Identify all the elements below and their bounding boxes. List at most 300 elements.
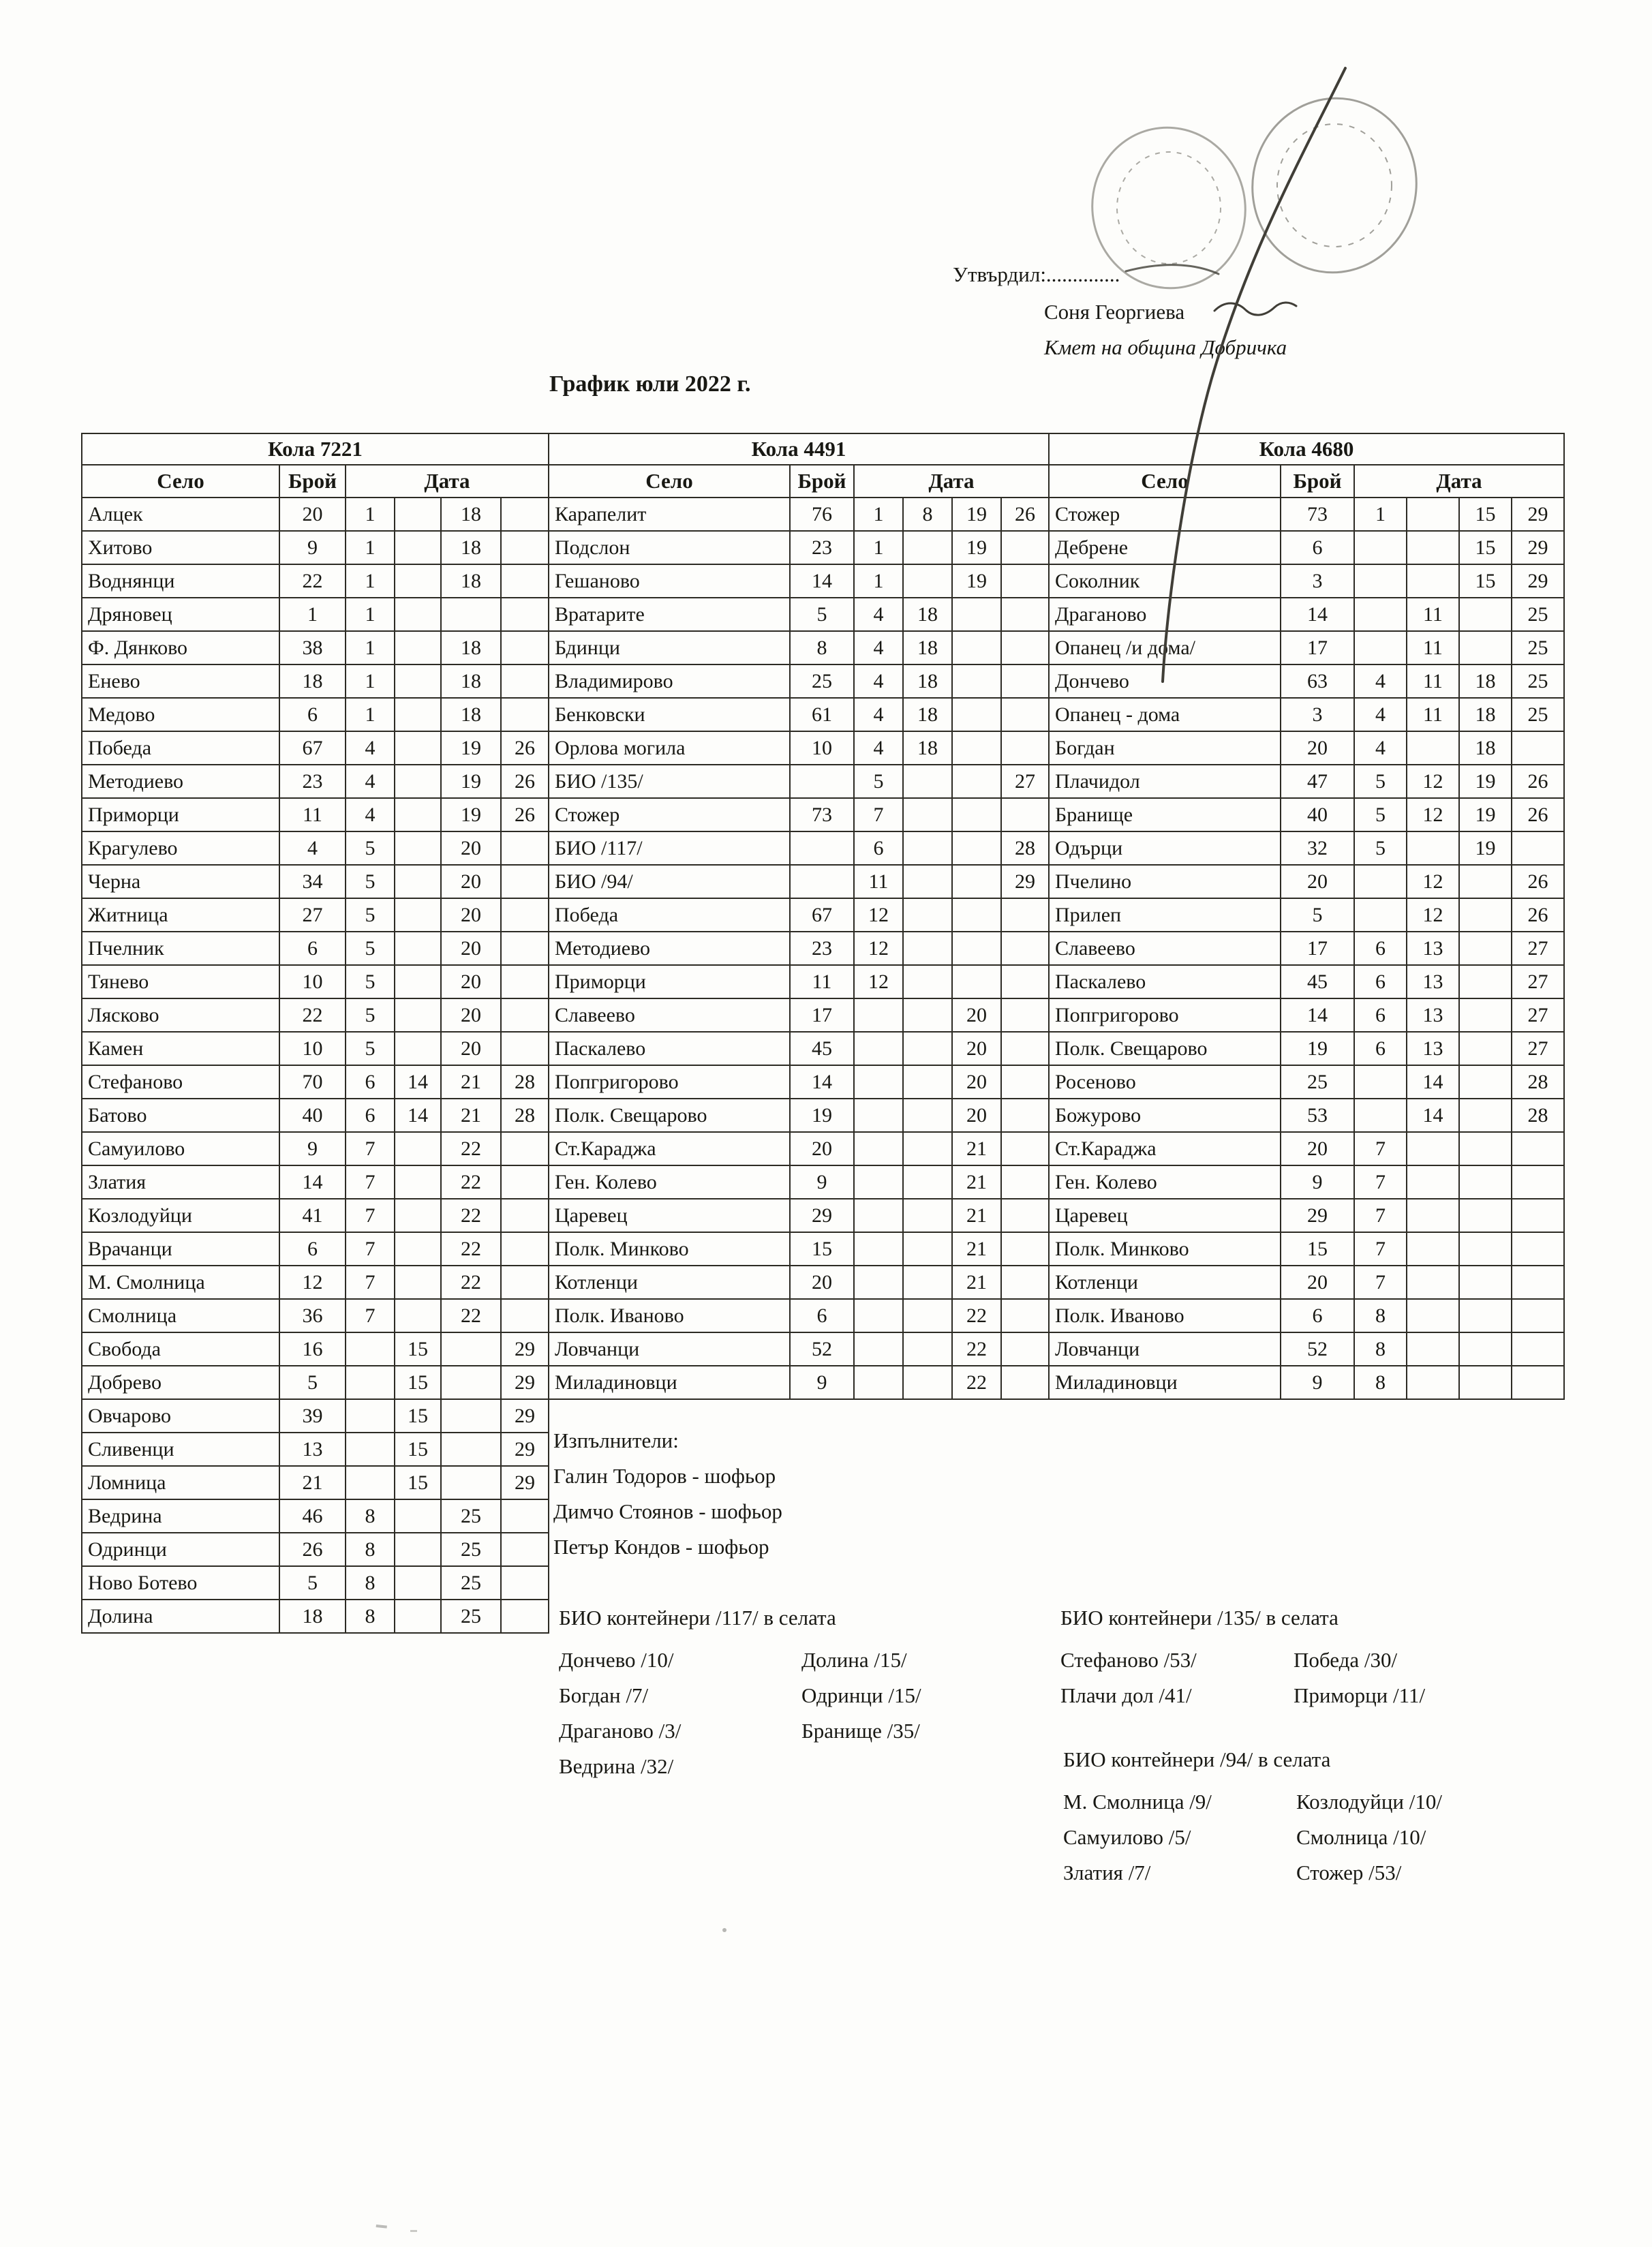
date-cell: 8 — [903, 498, 952, 531]
date-cell — [395, 1533, 441, 1566]
table-row — [549, 798, 1049, 831]
village-column-header: Село — [82, 465, 279, 498]
date-cell: 8 — [346, 1533, 395, 1566]
table-row — [549, 598, 1049, 631]
table-row — [1049, 1332, 1564, 1366]
date-cell: 26 — [501, 798, 549, 831]
date-cell — [1001, 1032, 1049, 1065]
table-row — [1049, 631, 1564, 664]
village-cell: Батово — [82, 1099, 279, 1132]
date-cell — [903, 1299, 952, 1332]
date-cell: 14 — [1407, 1099, 1459, 1132]
village-cell: Методиево — [549, 932, 790, 965]
village-cell: Одърци — [1049, 831, 1281, 865]
date-cell: 11 — [1407, 698, 1459, 731]
date-cell — [1001, 1199, 1049, 1232]
date-cell — [1512, 1266, 1564, 1299]
village-cell: Паскалево — [1049, 965, 1281, 998]
date-cell — [501, 998, 549, 1032]
table-row — [82, 1065, 549, 1099]
count-cell: 3 — [1281, 564, 1354, 598]
table-row — [1049, 1165, 1564, 1199]
bio-list-item: Плачи дол /41/ — [1060, 1683, 1192, 1707]
date-cell — [1001, 531, 1049, 564]
date-cell: 6 — [1354, 965, 1407, 998]
date-cell — [1459, 1299, 1512, 1332]
village-cell: Ведрина — [82, 1499, 279, 1533]
date-cell: 13 — [1407, 998, 1459, 1032]
table-row — [82, 1266, 549, 1299]
count-cell: 23 — [790, 932, 854, 965]
count-cell: 61 — [790, 698, 854, 731]
date-cell: 12 — [854, 932, 903, 965]
schedule-table-3 — [1048, 433, 1565, 1400]
date-cell: 13 — [1407, 932, 1459, 965]
date-cell — [903, 1266, 952, 1299]
table-row — [549, 765, 1049, 798]
date-cell: 22 — [441, 1165, 501, 1199]
bio-list-item — [801, 1749, 921, 1784]
village-cell: Стефаново — [82, 1065, 279, 1099]
date-cell — [903, 798, 952, 831]
village-cell: Ломница — [82, 1466, 279, 1499]
date-cell: 1 — [346, 598, 395, 631]
village-cell: Полк. Иваново — [1049, 1299, 1281, 1332]
count-cell: 6 — [279, 698, 346, 731]
date-cell: 15 — [1459, 498, 1512, 531]
count-cell: 19 — [1281, 1032, 1354, 1065]
date-cell: 27 — [1001, 765, 1049, 798]
table-row — [82, 1332, 549, 1366]
date-cell — [1001, 965, 1049, 998]
count-cell: 17 — [1281, 631, 1354, 664]
date-cell: 7 — [346, 1232, 395, 1266]
date-cell — [1001, 564, 1049, 598]
date-cell — [1512, 831, 1564, 865]
date-cell: 21 — [952, 1199, 1001, 1232]
date-cell — [903, 1199, 952, 1232]
village-cell: Котленци — [1049, 1266, 1281, 1299]
table-row — [1049, 831, 1564, 865]
table-row — [549, 1332, 1049, 1366]
count-cell: 5 — [279, 1366, 346, 1399]
date-cell: 15 — [395, 1332, 441, 1366]
date-cell — [1001, 1132, 1049, 1165]
count-cell — [790, 865, 854, 898]
bio-list — [559, 1603, 921, 1784]
count-cell: 21 — [279, 1466, 346, 1499]
date-cell: 20 — [952, 998, 1001, 1032]
date-cell: 15 — [395, 1466, 441, 1499]
bio-list — [1060, 1603, 1425, 1713]
bio-list-title: БИО контейнери /117/ в селата — [559, 1606, 836, 1630]
village-cell: Пчелник — [82, 932, 279, 965]
table-row — [1049, 1132, 1564, 1165]
date-cell: 1 — [346, 631, 395, 664]
stamp-icon — [1239, 85, 1431, 286]
date-cell: 25 — [1512, 598, 1564, 631]
date-cell — [1512, 1232, 1564, 1266]
date-cell: 1 — [346, 564, 395, 598]
count-cell: 9 — [279, 531, 346, 564]
date-cell: 4 — [854, 664, 903, 698]
table-row — [82, 731, 549, 765]
date-cell: 6 — [1354, 998, 1407, 1032]
date-cell — [395, 1232, 441, 1266]
date-cell — [501, 965, 549, 998]
bio-list-title: БИО контейнери /135/ в селата — [1060, 1606, 1339, 1630]
date-cell: 29 — [501, 1332, 549, 1366]
schedule-table-2 — [548, 433, 1050, 1400]
date-cell — [395, 498, 441, 531]
date-cell: 14 — [395, 1065, 441, 1099]
date-cell — [903, 1132, 952, 1165]
count-cell: 23 — [790, 531, 854, 564]
date-column-header: Дата — [854, 465, 1049, 498]
count-cell: 10 — [279, 1032, 346, 1065]
date-cell — [903, 564, 952, 598]
village-cell: Енево — [82, 664, 279, 698]
bio-list-item: Долина /15/ — [801, 1648, 907, 1672]
bio-list-item: Стожер /53/ — [1296, 1861, 1402, 1884]
count-cell: 15 — [790, 1232, 854, 1266]
date-cell: 26 — [1512, 798, 1564, 831]
date-cell — [1512, 1165, 1564, 1199]
village-cell: Полк. Иваново — [549, 1299, 790, 1332]
table-row — [549, 998, 1049, 1032]
count-cell: 5 — [279, 1566, 346, 1600]
date-cell: 7 — [1354, 1232, 1407, 1266]
date-cell: 4 — [1354, 731, 1407, 765]
date-cell: 15 — [395, 1433, 441, 1466]
count-cell: 26 — [279, 1533, 346, 1566]
count-cell: 14 — [790, 564, 854, 598]
date-cell: 1 — [854, 564, 903, 598]
date-cell: 15 — [395, 1399, 441, 1433]
count-cell: 8 — [790, 631, 854, 664]
count-cell: 36 — [279, 1299, 346, 1332]
date-cell — [1407, 1232, 1459, 1266]
village-cell: Паскалево — [549, 1032, 790, 1065]
date-cell: 1 — [346, 531, 395, 564]
count-cell: 15 — [1281, 1232, 1354, 1266]
date-cell — [1459, 1132, 1512, 1165]
village-cell: Миладиновци — [1049, 1366, 1281, 1399]
date-cell — [501, 865, 549, 898]
date-cell — [1407, 1366, 1459, 1399]
date-cell: 8 — [1354, 1366, 1407, 1399]
village-cell: Ген. Колево — [1049, 1165, 1281, 1199]
table-row — [82, 1499, 549, 1533]
village-cell: Царевец — [1049, 1199, 1281, 1232]
date-cell: 5 — [1354, 831, 1407, 865]
village-cell: Котленци — [549, 1266, 790, 1299]
date-cell — [1001, 1099, 1049, 1132]
table-row — [82, 998, 549, 1032]
date-cell — [952, 865, 1001, 898]
date-cell: 29 — [501, 1366, 549, 1399]
date-cell — [952, 598, 1001, 631]
date-cell — [1001, 1232, 1049, 1266]
date-cell: 4 — [854, 698, 903, 731]
date-cell — [501, 1266, 549, 1299]
date-cell: 28 — [501, 1099, 549, 1132]
date-cell — [441, 1433, 501, 1466]
date-cell: 1 — [346, 664, 395, 698]
schedule-table-1 — [81, 433, 549, 1634]
date-cell: 18 — [441, 631, 501, 664]
date-cell: 5 — [1354, 798, 1407, 831]
date-cell — [1407, 831, 1459, 865]
table-row — [82, 865, 549, 898]
count-cell: 32 — [1281, 831, 1354, 865]
date-cell — [1354, 1065, 1407, 1099]
date-cell — [501, 631, 549, 664]
count-cell: 10 — [790, 731, 854, 765]
date-cell: 12 — [1407, 865, 1459, 898]
table-row — [82, 1366, 549, 1399]
village-cell: Дряновец — [82, 598, 279, 631]
date-cell — [501, 1600, 549, 1633]
village-cell: БИО /94/ — [549, 865, 790, 898]
date-cell: 20 — [441, 998, 501, 1032]
date-cell — [1001, 798, 1049, 831]
date-cell: 7 — [1354, 1266, 1407, 1299]
date-cell — [1407, 1299, 1459, 1332]
village-cell: Самуилово — [82, 1132, 279, 1165]
date-cell — [1512, 1332, 1564, 1366]
date-cell — [854, 1165, 903, 1199]
count-cell: 18 — [279, 1600, 346, 1633]
bio-list-item: Ведрина /32/ — [559, 1754, 674, 1778]
date-cell — [903, 1332, 952, 1366]
table-row — [1049, 932, 1564, 965]
date-cell — [501, 564, 549, 598]
executor-item: Галин Тодоров - шофьор — [553, 1464, 776, 1488]
date-cell — [395, 1032, 441, 1065]
count-cell: 27 — [279, 898, 346, 932]
table-row — [82, 698, 549, 731]
village-cell: Гешаново — [549, 564, 790, 598]
date-cell — [903, 1065, 952, 1099]
date-cell: 18 — [441, 698, 501, 731]
date-cell — [1407, 1266, 1459, 1299]
date-cell — [903, 831, 952, 865]
table-row — [1049, 731, 1564, 765]
table-row — [549, 498, 1049, 531]
table-row — [82, 965, 549, 998]
date-cell: 4 — [854, 598, 903, 631]
count-cell: 5 — [790, 598, 854, 631]
date-cell: 8 — [346, 1499, 395, 1533]
village-cell: Опанец /и дома/ — [1049, 631, 1281, 664]
village-cell: Ловчанци — [1049, 1332, 1281, 1366]
table-row — [1049, 765, 1564, 798]
table-row — [82, 498, 549, 531]
date-cell: 21 — [441, 1099, 501, 1132]
bio-list-item: Победа /30/ — [1294, 1648, 1398, 1672]
scan-speck — [376, 1928, 726, 2232]
date-cell — [1512, 1366, 1564, 1399]
table-row — [1049, 1299, 1564, 1332]
count-cell: 29 — [790, 1199, 854, 1232]
count-cell: 1 — [279, 598, 346, 631]
village-cell: Свобода — [82, 1332, 279, 1366]
date-cell — [903, 1232, 952, 1266]
village-cell: Алцек — [82, 498, 279, 531]
date-cell — [1459, 1065, 1512, 1099]
date-cell — [441, 1332, 501, 1366]
date-cell — [854, 1266, 903, 1299]
date-cell — [1512, 731, 1564, 765]
table-row — [82, 1165, 549, 1199]
date-cell — [441, 1466, 501, 1499]
count-cell: 14 — [279, 1165, 346, 1199]
date-cell: 19 — [441, 765, 501, 798]
table-row — [549, 631, 1049, 664]
date-cell: 11 — [1407, 598, 1459, 631]
date-cell: 7 — [346, 1132, 395, 1165]
bio-list-body — [559, 1642, 921, 1784]
date-cell: 20 — [441, 965, 501, 998]
date-cell: 22 — [952, 1366, 1001, 1399]
village-cell: Черна — [82, 865, 279, 898]
date-cell — [854, 1199, 903, 1232]
date-cell: 21 — [952, 1266, 1001, 1299]
date-cell — [952, 631, 1001, 664]
date-cell — [1354, 564, 1407, 598]
count-cell: 17 — [1281, 932, 1354, 965]
count-cell: 46 — [279, 1499, 346, 1533]
count-cell: 40 — [279, 1099, 346, 1132]
bio-list-item: Стефаново /53/ — [1060, 1648, 1197, 1672]
date-cell: 27 — [1512, 998, 1564, 1032]
village-cell: Дебрене — [1049, 531, 1281, 564]
date-cell — [441, 598, 501, 631]
village-cell: Орлова могила — [549, 731, 790, 765]
village-cell: М. Смолница — [82, 1266, 279, 1299]
date-cell: 22 — [441, 1299, 501, 1332]
date-cell: 19 — [441, 731, 501, 765]
village-column-header: Село — [1049, 465, 1281, 498]
date-cell: 28 — [501, 1065, 549, 1099]
date-cell: 19 — [1459, 831, 1512, 865]
date-cell — [903, 932, 952, 965]
date-cell: 1 — [1354, 498, 1407, 531]
village-cell: Козлодуйци — [82, 1199, 279, 1232]
date-cell — [1354, 898, 1407, 932]
approved-label: Утвърдил:.............. — [953, 262, 1120, 286]
table-row — [549, 898, 1049, 932]
date-cell: 6 — [346, 1065, 395, 1099]
bio-list-body — [1060, 1642, 1425, 1713]
date-cell — [952, 731, 1001, 765]
count-column-header: Брой — [790, 465, 854, 498]
date-cell — [854, 1332, 903, 1366]
approver-title: Кмет на община Добричка — [1044, 335, 1287, 359]
table-row — [1049, 698, 1564, 731]
date-cell: 1 — [854, 531, 903, 564]
table-row — [1049, 1099, 1564, 1132]
date-cell: 22 — [441, 1199, 501, 1232]
count-cell: 5 — [1281, 898, 1354, 932]
date-cell: 12 — [1407, 798, 1459, 831]
table-row — [82, 932, 549, 965]
village-cell: Ст.Караджа — [549, 1132, 790, 1165]
table-row — [549, 664, 1049, 698]
count-cell: 9 — [790, 1366, 854, 1399]
table-row — [82, 765, 549, 798]
table-row — [1049, 998, 1564, 1032]
table-row — [82, 831, 549, 865]
date-cell — [1459, 965, 1512, 998]
date-cell: 25 — [441, 1600, 501, 1633]
date-cell: 25 — [441, 1566, 501, 1600]
date-cell — [395, 1566, 441, 1600]
count-cell: 25 — [790, 664, 854, 698]
count-cell: 22 — [279, 998, 346, 1032]
date-cell — [1459, 1199, 1512, 1232]
date-cell — [1459, 1366, 1512, 1399]
date-cell — [1512, 1132, 1564, 1165]
table-row — [1049, 564, 1564, 598]
date-cell: 18 — [903, 731, 952, 765]
date-cell: 18 — [903, 664, 952, 698]
date-cell: 8 — [1354, 1299, 1407, 1332]
date-cell: 4 — [1354, 664, 1407, 698]
date-cell: 7 — [1354, 1132, 1407, 1165]
bio-list-item: Приморци /11/ — [1294, 1683, 1426, 1707]
date-cell — [1407, 1132, 1459, 1165]
count-cell: 52 — [1281, 1332, 1354, 1366]
date-cell: 1 — [854, 498, 903, 531]
date-cell — [952, 698, 1001, 731]
village-cell: Подслон — [549, 531, 790, 564]
date-cell: 26 — [1512, 765, 1564, 798]
date-cell: 22 — [441, 1232, 501, 1266]
date-cell — [501, 1232, 549, 1266]
date-cell — [395, 765, 441, 798]
village-cell: Попгригорово — [549, 1065, 790, 1099]
count-cell: 45 — [790, 1032, 854, 1065]
date-cell — [1512, 1199, 1564, 1232]
date-cell: 1 — [346, 698, 395, 731]
date-cell — [952, 765, 1001, 798]
date-cell — [501, 1199, 549, 1232]
village-cell: Долина — [82, 1600, 279, 1633]
village-cell: Миладиновци — [549, 1366, 790, 1399]
date-cell — [854, 1099, 903, 1132]
date-column-header: Дата — [346, 465, 549, 498]
village-cell: Владимирово — [549, 664, 790, 698]
table-row — [1049, 1366, 1564, 1399]
village-cell: Росеново — [1049, 1065, 1281, 1099]
date-cell: 1 — [346, 498, 395, 531]
bio-list-item: Одринци /15/ — [801, 1683, 921, 1707]
count-cell: 14 — [790, 1065, 854, 1099]
table-row — [549, 1099, 1049, 1132]
count-cell: 9 — [790, 1165, 854, 1199]
date-cell — [1354, 598, 1407, 631]
date-cell: 6 — [854, 831, 903, 865]
date-cell — [501, 1533, 549, 1566]
date-cell: 22 — [952, 1299, 1001, 1332]
count-cell: 70 — [279, 1065, 346, 1099]
table-row — [82, 564, 549, 598]
village-cell: Полк. Минково — [549, 1232, 790, 1266]
bio-list-body — [1063, 1784, 1442, 1891]
count-cell: 20 — [1281, 731, 1354, 765]
